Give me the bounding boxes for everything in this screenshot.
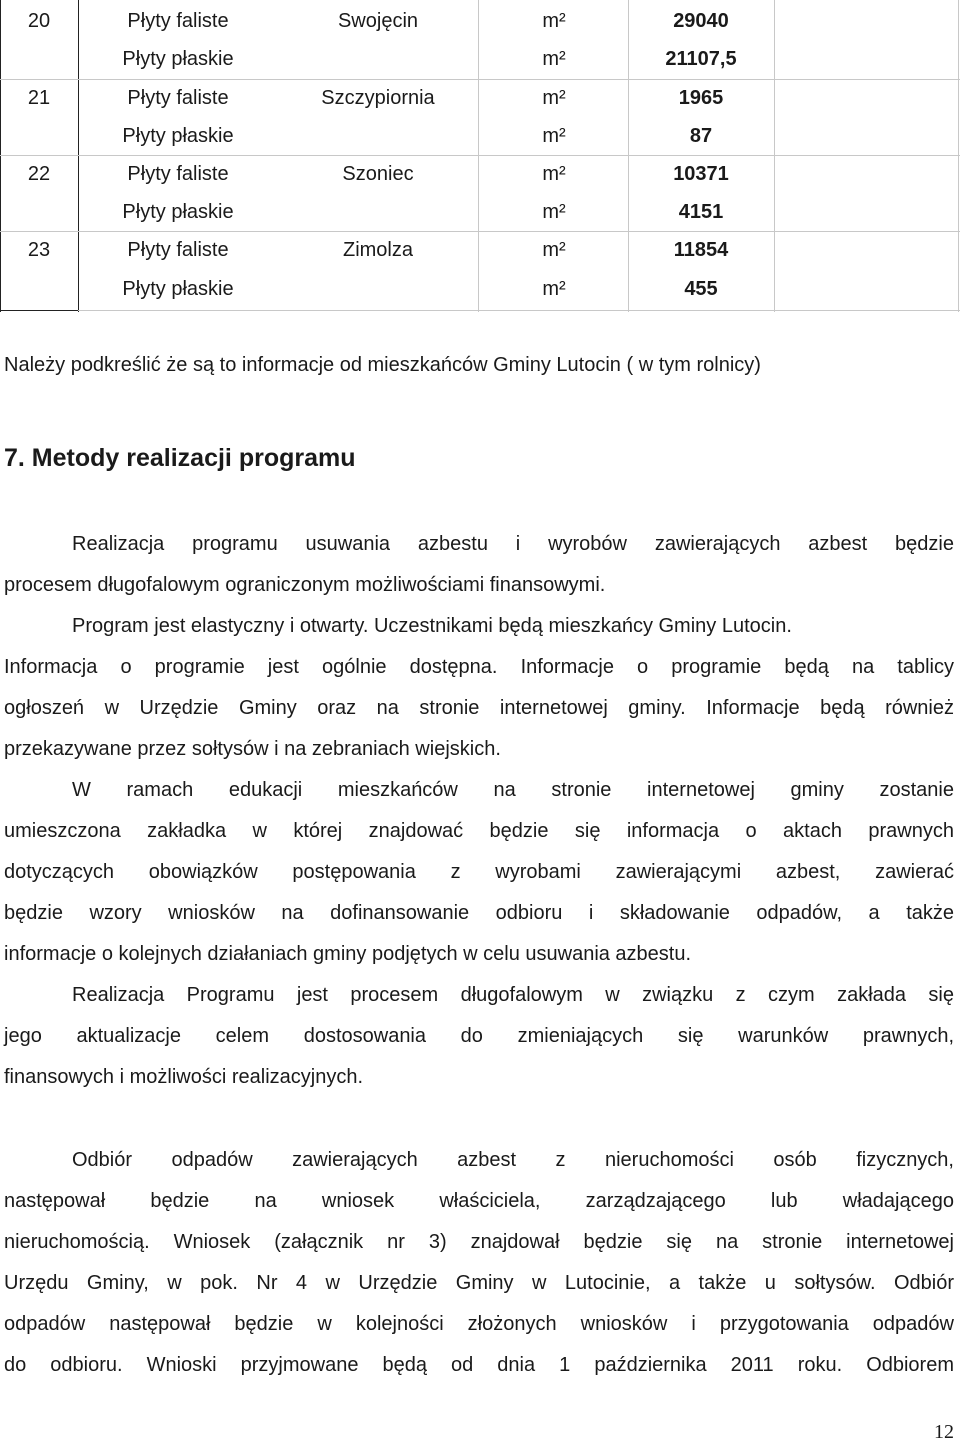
paragraph-line: do odbioru. Wnioski przyjmowane będą od dnia 1 października 2011 roku. Odbiorem: [4, 1354, 954, 1376]
material-type: Płyty faliste: [127, 87, 229, 109]
section-heading: 7. Metody realizacji programu: [4, 444, 356, 472]
table-border-left: [0, 0, 1, 312]
table-border-right: [958, 0, 959, 312]
quantity: 4151: [678, 201, 724, 223]
table-row: [0, 40, 960, 78]
material-type: Płyty faliste: [127, 10, 229, 32]
paragraph-line: W ramach edukacji mieszkańców na stronie internetowej gminy zostanie: [72, 779, 954, 801]
row-number: [0, 117, 78, 155]
paragraph-line: Realizacja programu usuwania azbestu i wyrobów zawierających azbest będzie: [72, 533, 954, 555]
unit: m²: [542, 239, 566, 261]
material-type: Płyty płaskie: [122, 201, 234, 223]
table-divider: [774, 0, 775, 312]
row-number: [0, 270, 78, 308]
unit: m²: [542, 48, 566, 70]
row-number: 22: [27, 163, 51, 185]
paragraph-line: odpadów następował będzie w kolejności złożonych wniosków i przygotowania odpadów: [4, 1313, 954, 1335]
paragraph-line: przekazywane przez sołtysów i na zebraniach wiejskich.: [4, 738, 501, 760]
table-row: [0, 270, 960, 308]
table-row: [0, 79, 960, 117]
table-row: [0, 117, 960, 155]
locality: Zimolza: [342, 239, 413, 261]
unit: m²: [542, 87, 566, 109]
paragraph-line: nieruchomością. Wniosek (załącznik nr 3) znajdował będzie się na stronie internetowej: [4, 1231, 954, 1253]
section-body: [4, 1140, 954, 1386]
paragraph-line: będzie wzory wniosków na dofinansowanie odbioru i składowanie odpadów, a także: [4, 902, 954, 924]
table-divider: [0, 155, 960, 156]
row-number: 20: [27, 10, 51, 32]
locality: [278, 193, 478, 231]
unit: m²: [542, 201, 566, 223]
table-divider: [0, 231, 960, 232]
table-divider: [0, 79, 960, 80]
paragraph-line: Realizacja Programu jest procesem długofalowym w związku z czym zakłada się: [72, 984, 954, 1006]
paragraph-line: finansowych i możliwości realizacyjnych.: [4, 1066, 364, 1088]
paragraph-line: jego aktualizacje celem dostosowania do zmieniających się warunków prawnych,: [4, 1025, 954, 1047]
paragraph-line: ogłoszeń w Urzędzie Gminy oraz na stronie internetowej gminy. Informacje będą również: [4, 697, 954, 719]
table-row: [0, 231, 960, 269]
table-divider: [78, 0, 79, 312]
table-divider: [478, 0, 479, 312]
quantity: 10371: [673, 163, 729, 185]
material-type: Płyty faliste: [127, 163, 229, 185]
locality: Szoniec: [342, 163, 414, 185]
material-type: Płyty faliste: [127, 239, 229, 261]
paragraph-line: następował będzie na wniosek właściciela, zarządzającego lub władającego: [4, 1190, 954, 1212]
material-type: Płyty płaskie: [122, 48, 234, 70]
material-type: Płyty płaskie: [122, 125, 234, 147]
paragraph-line: Urzędu Gminy, w pok. Nr 4 w Urzędzie Gminy w Lutocinie, a także u sołtysów. Odbiór: [4, 1272, 954, 1294]
paragraph-line: informacje o kolejnych działaniach gminy podjętych w celu usuwania azbestu.: [4, 943, 692, 965]
locality: [278, 40, 478, 78]
row-number: 23: [27, 239, 51, 261]
section-body: [4, 524, 954, 1098]
table-row: [0, 2, 960, 40]
row-number: 21: [27, 87, 51, 109]
quantity: 11854: [673, 239, 729, 261]
table-border-bottom: [0, 310, 78, 311]
unit: m²: [542, 125, 566, 147]
paragraph-line: procesem długofalowym ograniczonym możliwościami finansowymi.: [4, 574, 606, 596]
paragraph-line: Program jest elastyczny i otwarty. Uczestnikami będą mieszkańcy Gminy Lutocin.: [72, 615, 792, 637]
table-row: [0, 155, 960, 193]
unit: m²: [542, 163, 566, 185]
material-type: Płyty płaskie: [122, 278, 234, 300]
page-number: 12: [934, 1421, 954, 1443]
quantity: 29040: [673, 10, 729, 32]
unit: m²: [542, 278, 566, 300]
quantity: 1965: [678, 87, 724, 109]
row-number: [0, 193, 78, 231]
unit: m²: [542, 10, 566, 32]
locality: [278, 117, 478, 155]
locality: Szczypiornia: [321, 87, 435, 109]
table-divider: [628, 0, 629, 312]
table-row: [0, 193, 960, 231]
quantity: 455: [684, 278, 718, 300]
asbestus-table: [0, 0, 960, 312]
table-border-bottom: [78, 310, 960, 311]
quantity: 87: [689, 125, 713, 147]
residents-note: Należy podkreślić że są to informacje od mieszkańców Gminy Lutocin ( w tym rolnicy): [4, 354, 761, 376]
paragraph-line: Odbiór odpadów zawierających azbest z nieruchomości osób fizycznych,: [72, 1149, 954, 1171]
locality: Swojęcin: [337, 10, 419, 32]
paragraph-line: umieszczona zakładka w której znajdować będzie się informacja o aktach prawnych: [4, 820, 954, 842]
row-number: [0, 40, 78, 78]
quantity: 21107,5: [665, 48, 737, 70]
paragraph-line: Informacja o programie jest ogólnie dostępna. Informacje o programie będą na tablicy: [4, 656, 954, 678]
paragraph-line: dotyczących obowiązków postępowania z wyrobami zawierającymi azbest, zawierać: [4, 861, 954, 883]
locality: [278, 270, 478, 308]
